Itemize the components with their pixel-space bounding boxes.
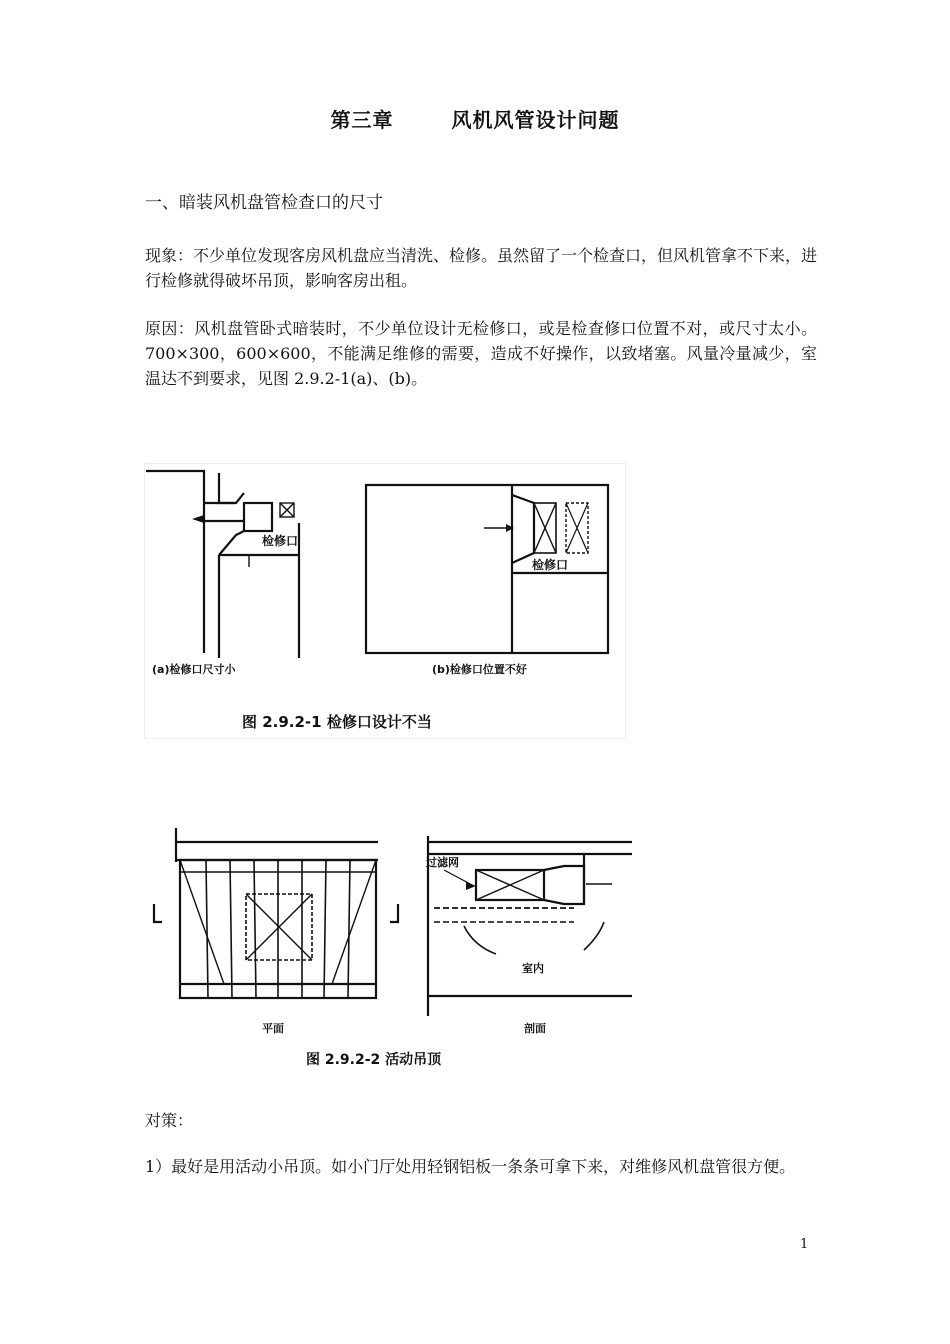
caption-section: 剖面	[524, 1022, 546, 1035]
label-filter: 过滤网	[426, 856, 459, 869]
page-title	[0, 104, 950, 133]
figure1-caption: 图 2.9.2-1 检修口设计不当	[242, 713, 432, 731]
figure-inspection-opening	[144, 463, 626, 739]
chapter-name: 风机风管设计问题	[451, 108, 620, 132]
section-heading: 一、暗装风机盘管检查口的尺寸	[145, 193, 383, 213]
label-inspection-opening-a: 检修口	[262, 534, 299, 548]
countermeasure-label: 对策：	[145, 1111, 194, 1130]
paragraph-phenomenon: 现象：不少单位发现客房风机盘应当清洗、检修。虽然留了一个检查口，但风机管拿不下来，进行检修就得破坏吊顶，影响客房出租。	[145, 246, 818, 290]
label-inspection-opening-b: 检修口	[532, 558, 569, 572]
paragraph-cause: 原因：风机盘管卧式暗装时，不少单位设计无检修口，或是检查修口位置不对，或尺寸太小。700×300，600×600，不能满足维修的需要，造成不好操作，以致堵塞。风量冷量减少，室温达不到要求，见图 2.9.2-1(a)、(b)。	[145, 319, 817, 388]
caption-plan: 平面	[262, 1022, 284, 1035]
label-indoor: 室内	[522, 962, 544, 975]
caption-figure-a: (a)检修口尺寸小	[152, 663, 236, 676]
figure2-caption: 图 2.9.2-2 活动吊顶	[306, 1052, 442, 1068]
figure-removable-ceiling	[144, 826, 636, 1072]
paragraph-countermeasure-1: 1）最好是用活动小吊顶。如小门厅处用轻钢铝板一条条可拿下来，对维修风机盘管很方便。	[145, 1157, 796, 1176]
chapter-number: 第三章	[330, 108, 394, 132]
page-number: 1	[800, 1237, 809, 1252]
caption-figure-b: (b)检修口位置不好	[432, 663, 527, 676]
